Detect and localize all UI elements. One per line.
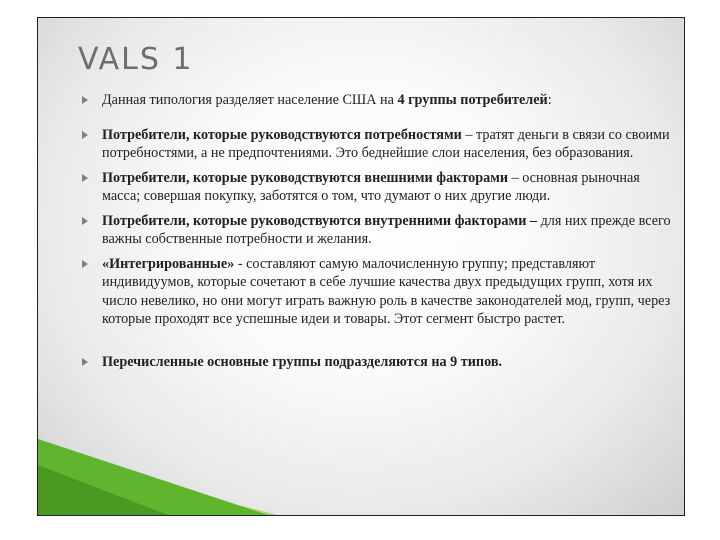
bullet-bold-text: Потребители, которые руководствуются внешними факторами — [102, 169, 509, 186]
bullet-item — [82, 353, 672, 372]
bullet-arrow-icon — [82, 174, 88, 182]
slide — [37, 17, 685, 516]
slide-title: VALS 1 — [78, 42, 194, 77]
bullet-bold-text: «Интегрированные» — [102, 255, 235, 272]
bullet-text: – основная рыночная масса; совершая покупку, заботятся о том, что думают о них другие люди. — [102, 169, 640, 204]
bullet-arrow-icon — [82, 260, 88, 268]
bullet-text: для них прежде всего важны собственные потребности и желания. — [102, 212, 671, 247]
bullet-arrow-icon — [82, 96, 88, 104]
bullet-text: - составляют самую малочисленную группу; представляют индивидуумов, которые сочетают в себе лучшие качества двух предыдущих групп, хотя их число невелико, но они могут играть важную роль в качестве законодателей мод, групп, через которые проходят все успешные идеи и товары. Этот сегмент быстро растет. — [102, 255, 671, 327]
bullet-item — [82, 255, 672, 329]
bullet-item — [82, 169, 672, 206]
bullet-bold-text: Потребители, которые руководствуются внутренними факторами – — [102, 212, 538, 229]
bullet-item — [82, 126, 672, 163]
bullet-bold-text: Потребители, которые руководствуются потребностями — [102, 126, 462, 143]
green-corner-decoration — [38, 435, 278, 515]
bullet-item — [82, 212, 672, 249]
bullet-bold-text: 4 группы потребителей — [397, 92, 548, 108]
bullet-bold-text: Перечисленные основные группы подразделяются на 9 типов. — [102, 353, 503, 370]
bullet-arrow-icon — [82, 358, 88, 366]
bullet-item — [82, 91, 672, 110]
bullet-list — [82, 91, 672, 371]
bullet-text: – тратят деньги в связи со своими потребностями, а не предпочтениями. Это беднейшие слои населения, без образования. — [102, 126, 670, 161]
bullet-arrow-icon — [82, 217, 88, 225]
bullet-arrow-icon — [82, 131, 88, 139]
bullet-text: Данная типология разделяет население США на — [102, 92, 398, 108]
bullet-text: : — [547, 92, 552, 108]
